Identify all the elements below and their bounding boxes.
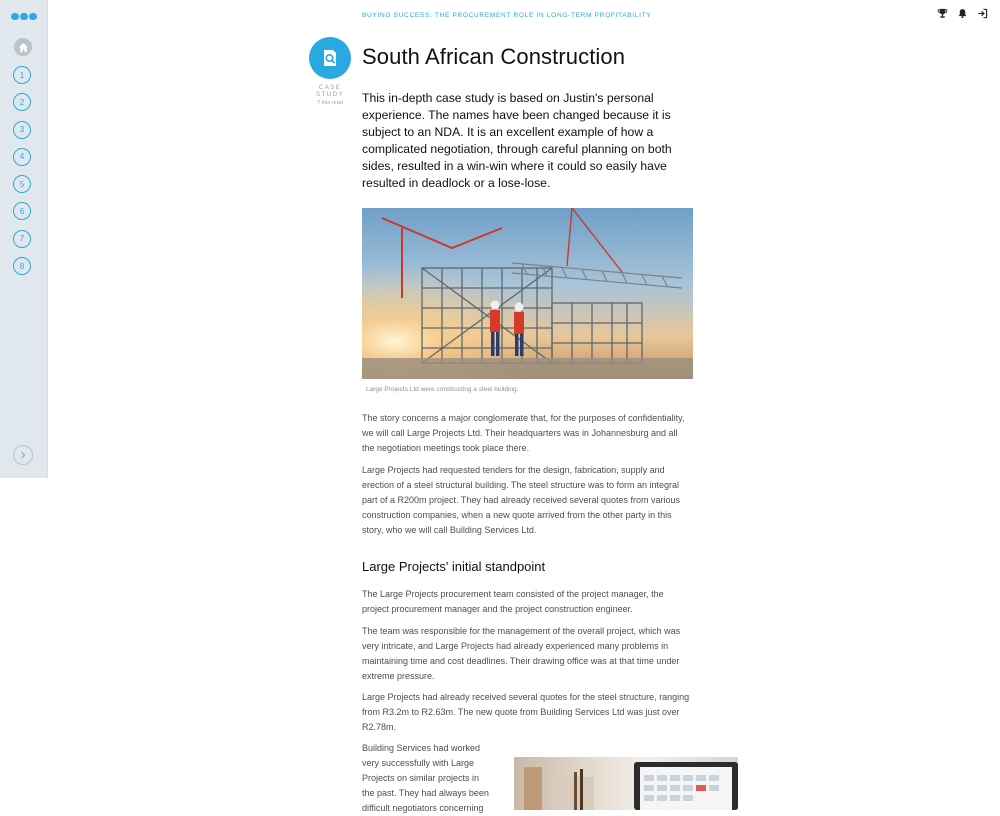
- search-document-icon: [319, 47, 341, 69]
- bell-icon[interactable]: [957, 8, 968, 19]
- logo-dot: [11, 13, 19, 20]
- body-paragraph: The story concerns a major conglomerate that, for the purposes of confidentiality, we will call Large Projects Ltd. Their headquarters was in Johannesburg and all the negotiation meetings took place there.: [362, 413, 685, 453]
- side-image: [514, 757, 738, 810]
- next-button[interactable]: [13, 445, 33, 465]
- badge-label: CASE STUDY: [315, 84, 345, 98]
- body-paragraph: The team was responsible for the management of the overall project, which was very intricate, and Large Projects had already experienced many problems in maintaining time and cost deadlines. Their drawing office was at that time under extreme pressure.: [362, 626, 681, 681]
- chapter-button[interactable]: 5: [13, 175, 31, 193]
- logo-dots[interactable]: [11, 13, 37, 20]
- chapter-button[interactable]: 6: [13, 202, 31, 220]
- logo-dot: [20, 13, 28, 20]
- body-paragraph: The Large Projects procurement team consisted of the project manager, the project procurement manager and the project construction engineer.: [362, 589, 664, 614]
- body-paragraph: Large Projects had requested tenders for the design, fabrication, supply and erection of a steel structural building. The steel structure was to form an integral part of a R200m project. They had already received several quotes from various construction companies, when a new quote arrived from the other party in this story, who we will call Building Services Ltd.: [362, 465, 680, 535]
- section-heading: Large Projects' initial standpoint: [362, 559, 546, 574]
- chapter-button[interactable]: 3: [13, 121, 31, 139]
- laptop-calendar-illustration: [514, 757, 738, 810]
- hero-image: [362, 208, 693, 379]
- chapter-button[interactable]: 2: [13, 93, 31, 111]
- lead-paragraph: This in-depth case study is based on Justin's personal experience. The names have been changed because it is subject to an NDA. It is an excellent example of how a complicated negotiation, through careful planning on both sides, resulted in a win-win where it could so easily have resulted in deadlock or a lose-lose.: [362, 91, 672, 190]
- page-title: South African Construction: [362, 44, 626, 69]
- chapter-list: [13, 66, 31, 284]
- hero-caption: Large Projects Ltd were constructing a steel building.: [366, 386, 519, 393]
- top-toolbar: [937, 8, 988, 19]
- read-time: 7 min read: [317, 100, 343, 106]
- chapter-button[interactable]: 8: [13, 257, 31, 275]
- logo-dot: [29, 13, 37, 20]
- breadcrumb[interactable]: BUYING SUCCESS: THE PROCUREMENT ROLE IN LONG-TERM PROFITABILITY: [362, 12, 652, 19]
- home-icon: [18, 42, 29, 53]
- home-button[interactable]: [14, 38, 32, 56]
- sidebar: [0, 0, 48, 478]
- chapter-button[interactable]: 1: [13, 66, 31, 84]
- body-paragraph: Large Projects had already received several quotes for the steel structure, ranging from R3.2m to R2.63m. The new quote from Building Services Ltd was just over R2.78m.: [362, 692, 690, 732]
- logout-icon[interactable]: [977, 8, 988, 19]
- construction-illustration: [362, 208, 693, 379]
- chevron-right-icon: [19, 451, 27, 459]
- trophy-icon[interactable]: [937, 8, 948, 19]
- body-paragraph: Building Services had worked very successfully with Large Projects on similar projects in the past. They had always been difficult negotiators concerning: [362, 743, 489, 813]
- case-study-badge: [309, 37, 351, 79]
- chapter-button[interactable]: 7: [13, 230, 31, 248]
- chapter-button[interactable]: 4: [13, 148, 31, 166]
